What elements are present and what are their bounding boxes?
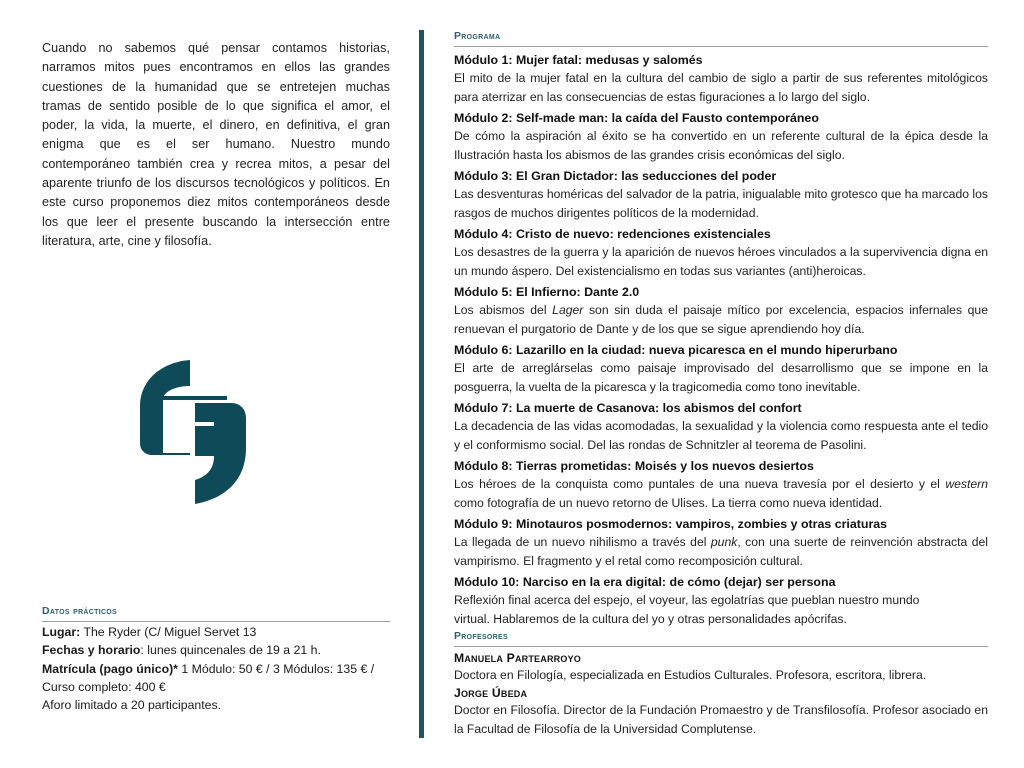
logo-lower-shape bbox=[195, 403, 246, 504]
professors-heading: Profesores bbox=[454, 629, 988, 647]
module-desc bbox=[454, 533, 988, 571]
module-desc: Las desventuras homéricas del salvador de la patria, inigualable mito grotesco que ha marcado los rasgos de muchos dirigentes políticos de la modernidad. bbox=[454, 187, 988, 220]
module-5 bbox=[454, 283, 988, 339]
module-title: Módulo 1: Mujer fatal: medusas y salomés bbox=[454, 53, 703, 67]
module-title: Módulo 7: La muerte de Casanova: los abismos del confort bbox=[454, 401, 802, 415]
module-9 bbox=[454, 515, 988, 571]
module-1 bbox=[454, 51, 988, 107]
module-title: Módulo 4: Cristo de nuevo: redenciones existenciales bbox=[454, 227, 771, 241]
professor-2 bbox=[454, 685, 988, 739]
module-7 bbox=[454, 399, 988, 455]
module-desc: Los desastres de la guerra y la aparición de nuevos héroes vinculados a la supervivencia digna en un mundo áspero. Del existencialismo en todas sus variantes (anti)heroicas. bbox=[454, 245, 988, 278]
intro-paragraph: Cuando no sabemos qué pensar contamos historias, narramos mitos pues encontramos en ellos las grandes cuestiones de la humanidad que se entretejen muchas tramas de sentido posible de lo que significa el amor, el poder, la vida, la muerte, el dinero, en definitiva, el gran enigma que es el ser humano. Nuestro mundo contemporáneo también crea y recrea mitos, a pesar del aparente triunfo de los discursos tecnológicos y políticos. En este curso proponemos diez mitos contemporáneos desde los que leer el presente buscando la intersección entre literatura, arte, cine y filosofía. bbox=[42, 41, 390, 248]
module-desc-line: Reflexión final acerca del espejo, el voyeur, las egolatrías que pueblan nuestro mundo bbox=[454, 593, 920, 607]
module-desc bbox=[454, 301, 988, 339]
fee-label: Matrícula (pago único)* bbox=[42, 661, 178, 676]
fee-row bbox=[42, 660, 390, 697]
module-desc-line: virtual. Hablaremos de la cultura del yo y otras personalidades apócrifas. bbox=[454, 612, 847, 626]
intro-section bbox=[42, 39, 390, 251]
module-6 bbox=[454, 341, 988, 397]
module-10 bbox=[454, 573, 988, 629]
professor-name: Manuela Partearroyo bbox=[454, 651, 581, 665]
module-3 bbox=[454, 167, 988, 223]
place-value: The Ryder (C/ Miguel Servet 13 bbox=[80, 625, 257, 639]
practical-heading: Datos prácticos bbox=[42, 604, 390, 622]
place-row bbox=[42, 623, 390, 641]
desc-part: son sin duda el paisaje mítico por excelencia, espacios infernales que renuevan el purgatorio de Dante y de los que se sigue aprendiendo hoy día. bbox=[454, 303, 988, 336]
module-title: Módulo 6: Lazarillo en la ciudad: nueva picaresca en el mundo hiperurbano bbox=[454, 343, 898, 357]
professor-bio: Doctor en Filosofía. Director de la Fundación Promaestro y de Transfilosofía. Profesor asociado en la Facultad de Filosofía de la Universidad Complutense. bbox=[454, 703, 988, 736]
professor-1 bbox=[454, 650, 988, 685]
module-desc bbox=[454, 475, 988, 513]
module-title: Módulo 8: Tierras prometidas: Moisés y los nuevos desiertos bbox=[454, 459, 814, 473]
desc-part: La llegada de un nuevo nihilismo a través del bbox=[454, 535, 711, 549]
stylized-quote-logo-icon bbox=[138, 358, 248, 506]
module-2 bbox=[454, 109, 988, 165]
logo-long-bar bbox=[163, 396, 227, 400]
dates-value: : lunes quincenales de 19 a 21 h. bbox=[140, 643, 321, 658]
logo-short-bar bbox=[195, 422, 214, 426]
desc-part: Los abismos del bbox=[454, 303, 553, 317]
module-desc: El arte de arreglárselas como paisaje improvisado del desarrollismo que se impone en la posguerra, la vuelta de la picaresca y la tragicomedia como tono inevitable. bbox=[454, 361, 988, 394]
module-desc: El mito de la mujer fatal en la cultura del cambio de siglo a partir de sus referentes mitológicos para aterrizar en las consecuencias de estas figuraciones a lo largo del siglo. bbox=[454, 71, 988, 104]
dates-row bbox=[42, 641, 390, 659]
program-heading: Programa bbox=[454, 29, 988, 47]
module-title: Módulo 2: Self-made man: la caída del Fausto contemporáneo bbox=[454, 111, 819, 125]
professor-bio: Doctora en Filología, especializada en Estudios Culturales. Profesora, escritora, librera. bbox=[454, 668, 927, 682]
desc-part: , con una suerte de reinvención abstracta del vampirismo. El fragmento y el retal como recomposición cultural. bbox=[454, 535, 989, 568]
desc-part: como fotografía de un nuevo retorno de Ulises. La tierra como nueva identidad. bbox=[454, 496, 883, 510]
fee-value: 1 Módulo: 50 € / 3 Módulos: 135 € / Curso completo: 400 € bbox=[42, 661, 375, 694]
place-label: Lugar: bbox=[42, 625, 81, 639]
module-4 bbox=[454, 225, 988, 281]
logo-upper-shape bbox=[140, 360, 190, 455]
module-8 bbox=[454, 457, 988, 513]
practical-info-section bbox=[42, 604, 390, 714]
desc-emphasis: Lager bbox=[552, 303, 584, 317]
module-desc: De cómo la aspiración al éxito se ha convertido en un referente cultural de la épica desde la Ilustración hasta los abismos de las grandes crisis económicas del siglo. bbox=[454, 129, 988, 162]
desc-part: Los héroes de la conquista como puntales de una nueva travesía por el desierto y el bbox=[454, 477, 946, 491]
module-title: Módulo 10: Narciso en la era digital: de cómo (dejar) ser persona bbox=[454, 575, 836, 589]
column-divider bbox=[419, 30, 424, 738]
dates-label: Fechas y horario bbox=[42, 643, 141, 658]
capacity-row: Aforo limitado a 20 participantes. bbox=[42, 698, 222, 713]
module-title: Módulo 5: El Infierno: Dante 2.0 bbox=[454, 285, 640, 299]
desc-emphasis: western bbox=[945, 477, 988, 491]
module-title: Módulo 3: El Gran Dictador: las seducciones del poder bbox=[454, 169, 777, 183]
professor-name: Jorge Úbeda bbox=[454, 686, 528, 700]
module-title: Módulo 9: Minotauros posmodernos: vampiros, zombies y otras criaturas bbox=[454, 517, 888, 531]
program-section bbox=[454, 29, 988, 739]
desc-emphasis: punk bbox=[710, 535, 738, 549]
module-desc: La decadencia de las vidas acomodadas, la sexualidad y la violencia como respuesta ante el tedio y el conformismo social. Del las rondas de Schnitzler al teorema de Pasolini. bbox=[454, 419, 988, 452]
